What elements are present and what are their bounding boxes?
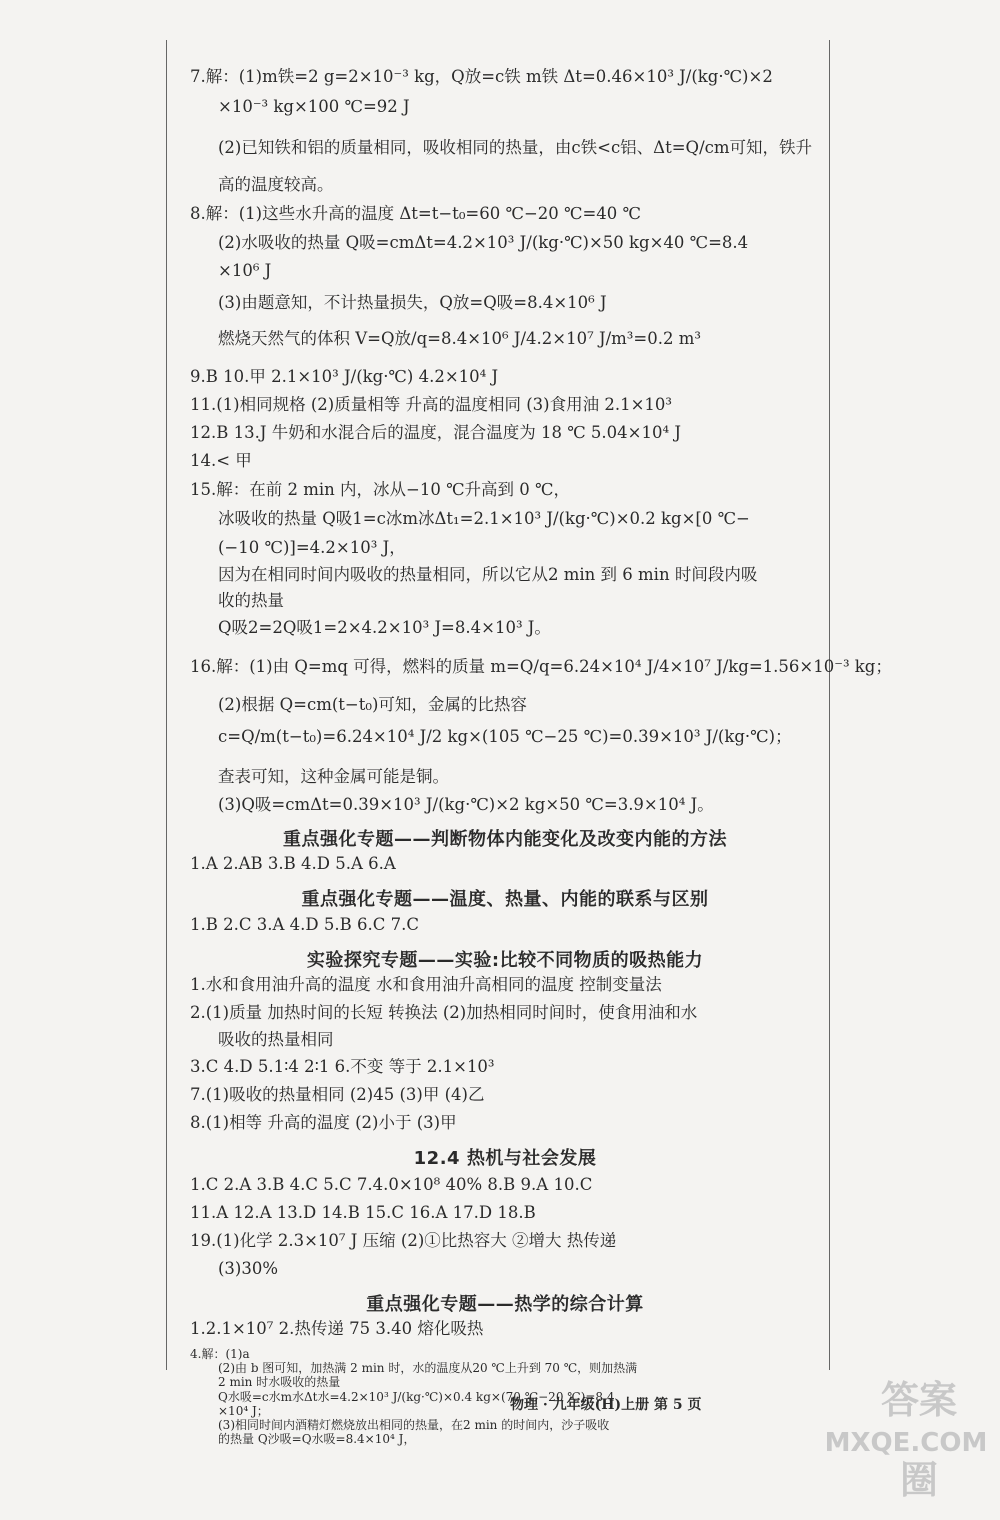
answer-line: (3)Q吸=cmΔt=0.39×10³ J/(kg·℃)×2 kg×50 ℃=3.9×10⁴ J。 — [218, 795, 714, 814]
answer-line: 2.(1)质量 加热时间的长短 转换法 (2)加热相同时间时，使食用油和水 — [190, 1003, 698, 1022]
answer-line: 4.解：(1)a — [190, 1347, 250, 1361]
section-heading: 重点强化专题——判断物体内能变化及改变内能的方法 — [283, 829, 727, 850]
answer-line: c=Q/m(t−t₀)=6.24×10⁴ J/2 kg×(105 ℃−25 ℃)=0.39×10³ J/(kg·℃)； — [218, 727, 792, 746]
answer-line: ×10⁴ J； — [218, 1403, 269, 1418]
answer-line: 14.< 甲 — [190, 451, 252, 470]
answer-line: 1.水和食用油升高的温度 水和食用油升高相同的温度 控制变量法 — [190, 975, 662, 994]
section-heading: 重点强化专题——热学的综合计算 — [366, 1294, 644, 1315]
answer-line: 1.B 2.C 3.A 4.D 5.B 6.C 7.C — [190, 915, 419, 934]
answer-line: 15.解：在前 2 min 内，冰从−10 ℃升高到 0 ℃， — [190, 480, 570, 499]
answer-line: (2)已知铁和铝的质量相同，吸收相同的热量，由c铁<c铝、Δt=Q/cm可知，铁升 — [218, 138, 813, 157]
answer-line: 11.(1)相同规格 (2)质量相等 升高的温度相同 (3)食用油 2.1×10³ — [190, 395, 673, 414]
page-footer: 物理 · 九年级(H)上册 第 5 页 — [510, 1397, 702, 1413]
answer-line: 1.C 2.A 3.B 4.C 5.C 7.4.0×10⁸ 40% 8.B 9.A 10.C — [190, 1175, 593, 1194]
answer-line: 8.(1)相等 升高的温度 (2)小于 (3)甲 — [190, 1113, 457, 1132]
answer-line: (3)由题意知，不计热量损失，Q放=Q吸=8.4×10⁶ J — [218, 293, 607, 312]
answer-line: 1.2.1×10⁷ 2.热传递 75 3.40 熔化吸热 — [190, 1319, 484, 1338]
answer-line: 7.解：(1)m铁=2 g=2×10⁻³ kg，Q放=c铁 m铁 Δt=0.46×10³ J/(kg·℃)×2 — [190, 67, 773, 86]
answer-line: ×10⁶ J — [218, 261, 272, 280]
answer-line: 收的热量 — [218, 591, 284, 610]
answer-line: (−10 ℃)]=4.2×10³ J， — [218, 538, 406, 557]
answer-line: 12.B 13.J 牛奶和水混合后的温度，混合温度为 18 ℃ 5.04×10⁴ J — [190, 423, 681, 442]
answer-line: (2)根据 Q=cm(t−t₀)可知，金属的比热容 — [218, 695, 527, 714]
answer-line: 9.B 10.甲 2.1×10³ J/(kg·℃) 4.2×10⁴ J — [190, 367, 499, 386]
answer-line: 冰吸收的热量 Q吸1=c冰m冰Δt₁=2.1×10³ J/(kg·℃)×0.2 kg×[0 ℃− — [218, 509, 750, 528]
answer-line: 3.C 4.D 5.1∶4 2∶1 6.不变 等于 2.1×10³ — [190, 1057, 495, 1076]
answer-line: Q吸2=2Q吸1=2×4.2×10³ J=8.4×10³ J。 — [218, 618, 551, 637]
answer-line: 8.解：(1)这些水升高的温度 Δt=t−t₀=60 ℃−20 ℃=40 ℃ — [190, 204, 642, 223]
answer-line: 7.(1)吸收的热量相同 (2)45 (3)甲 (4)乙 — [190, 1085, 485, 1104]
section-heading: 重点强化专题——温度、热量、内能的联系与区别 — [301, 889, 709, 910]
right-margin-rule — [829, 40, 830, 1370]
watermark-url: MXQE.COM — [824, 1428, 988, 1458]
answer-line: 16.解：(1)由 Q=mq 可得，燃料的质量 m=Q/q=6.24×10⁴ J/4×10⁷ J/kg=1.56×10⁻³ kg； — [190, 657, 892, 676]
answer-line: (3)30% — [218, 1259, 279, 1278]
answer-line: (2)水吸收的热量 Q吸=cmΔt=4.2×10³ J/(kg·℃)×50 kg×40 ℃=8.4 — [218, 233, 749, 252]
answer-line: 燃烧天然气的体积 V=Q放/q=8.4×10⁶ J/4.2×10⁷ J/m³=0.2 m³ — [218, 329, 701, 348]
answer-line: (3)相同时间内酒精灯燃烧放出相同的热量，在2 min 的时间内，沙子吸收 — [218, 1418, 610, 1432]
answer-line: 1.A 2.AB 3.B 4.D 5.A 6.A — [190, 854, 396, 873]
left-margin-rule — [166, 40, 167, 1370]
answer-line: (2)由 b 图可知，加热满 2 min 时，水的温度从20 ℃上升到 70 ℃，则加热满 — [218, 1361, 638, 1376]
answer-line: 19.(1)化学 2.3×10⁷ J 压缩 (2)①比热容大 ②增大 热传递 — [190, 1231, 617, 1250]
section-heading: 实验探究专题——实验:比较不同物质的吸热能力 — [306, 950, 704, 971]
section-heading: 12.4 热机与社会发展 — [413, 1148, 597, 1169]
answer-line: 11.A 12.A 13.D 14.B 15.C 16.A 17.D 18.B — [190, 1203, 536, 1222]
answer-line: 2 min 时水吸收的热量 — [218, 1375, 341, 1390]
answer-line: 的热量 Q沙吸=Q水吸=8.4×10⁴ J， — [218, 1432, 416, 1447]
answer-line: 查表可知，这种金属可能是铜。 — [218, 767, 449, 786]
answer-line: 因为在相同时间内吸收的热量相同，所以它从2 min 到 6 min 时间段内吸 — [218, 565, 758, 584]
watermark-logo: 答案圈 — [880, 1378, 957, 1502]
answer-line: 吸收的热量相同 — [218, 1030, 334, 1049]
answer-line: ×10⁻³ kg×100 ℃=92 J — [218, 97, 410, 116]
answer-line: Q水吸=c水m水Δt水=4.2×10³ J/(kg·℃)×0.4 kg×(70 ℃−20 ℃)=8.4 — [218, 1389, 615, 1404]
answer-line: 高的温度较高。 — [218, 175, 334, 194]
